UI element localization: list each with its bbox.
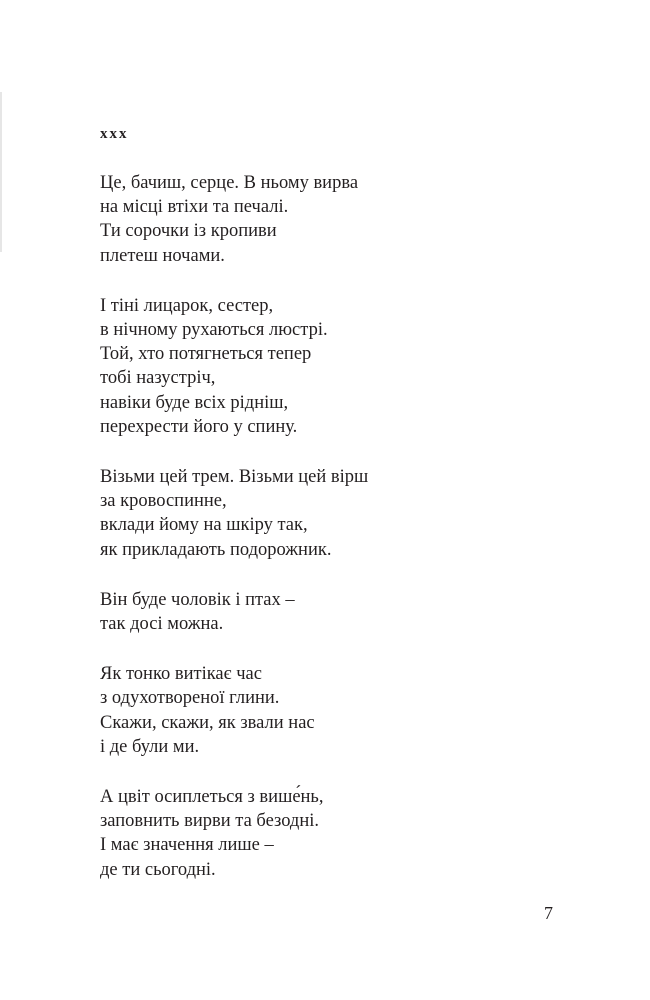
poem-line: Це, бачиш, серце. В ньому вирва <box>100 173 359 193</box>
poem-line: на місці втіхи та печалі. <box>100 197 289 218</box>
stanza-4 <box>100 588 600 636</box>
poem-line: тобі назустріч, <box>100 368 216 389</box>
poem-line: перехрести його у спину. <box>100 416 298 437</box>
stanza-3 <box>100 465 600 562</box>
page-edge <box>0 92 2 252</box>
poem-line: навіки буде всіх рідніш, <box>100 392 289 413</box>
poem-line: з одухотвореної глини. <box>100 688 280 709</box>
poem-line: А цвіт осиплеться з више́нь, <box>100 787 324 808</box>
poem-line: Як тонко витікає час <box>100 664 262 685</box>
poem-line: в нічному рухаються люстрі. <box>100 320 328 341</box>
poem-line: І тіні лицарок, сестер, <box>100 295 274 316</box>
poem-line: за кровоспинне, <box>100 491 227 512</box>
poem-line: Візьми цей трем. Візьми цей вірш <box>100 467 369 488</box>
page-number: 7 <box>544 903 553 923</box>
poem-line: І має значення лише – <box>100 835 274 856</box>
poem-line: Той, хто потягнеться тепер <box>100 344 312 365</box>
stanza-6 <box>100 785 600 882</box>
poem-line: заповнить вирви та безодні. <box>100 811 320 832</box>
poem <box>100 124 600 908</box>
poem-line: так досі можна. <box>100 614 224 635</box>
stanza-2 <box>100 294 600 439</box>
poem-line: плетеш ночами. <box>100 245 225 266</box>
poem-line: як прикладають подорожник. <box>100 539 332 560</box>
stanza-1 <box>100 171 600 268</box>
poem-line: де ти сьогодні. <box>100 859 216 880</box>
poem-line: вклади йому на шкіру так, <box>100 515 308 536</box>
poem-line: Він буде чоловік і птах – <box>100 589 295 610</box>
poem-title: xxx <box>100 126 129 142</box>
stanza-5 <box>100 662 600 759</box>
poem-line: Скажи, скажи, як звали нас <box>100 712 315 733</box>
poem-line: і де були ми. <box>100 736 200 757</box>
poem-line: Ти сорочки із кропиви <box>100 221 277 242</box>
